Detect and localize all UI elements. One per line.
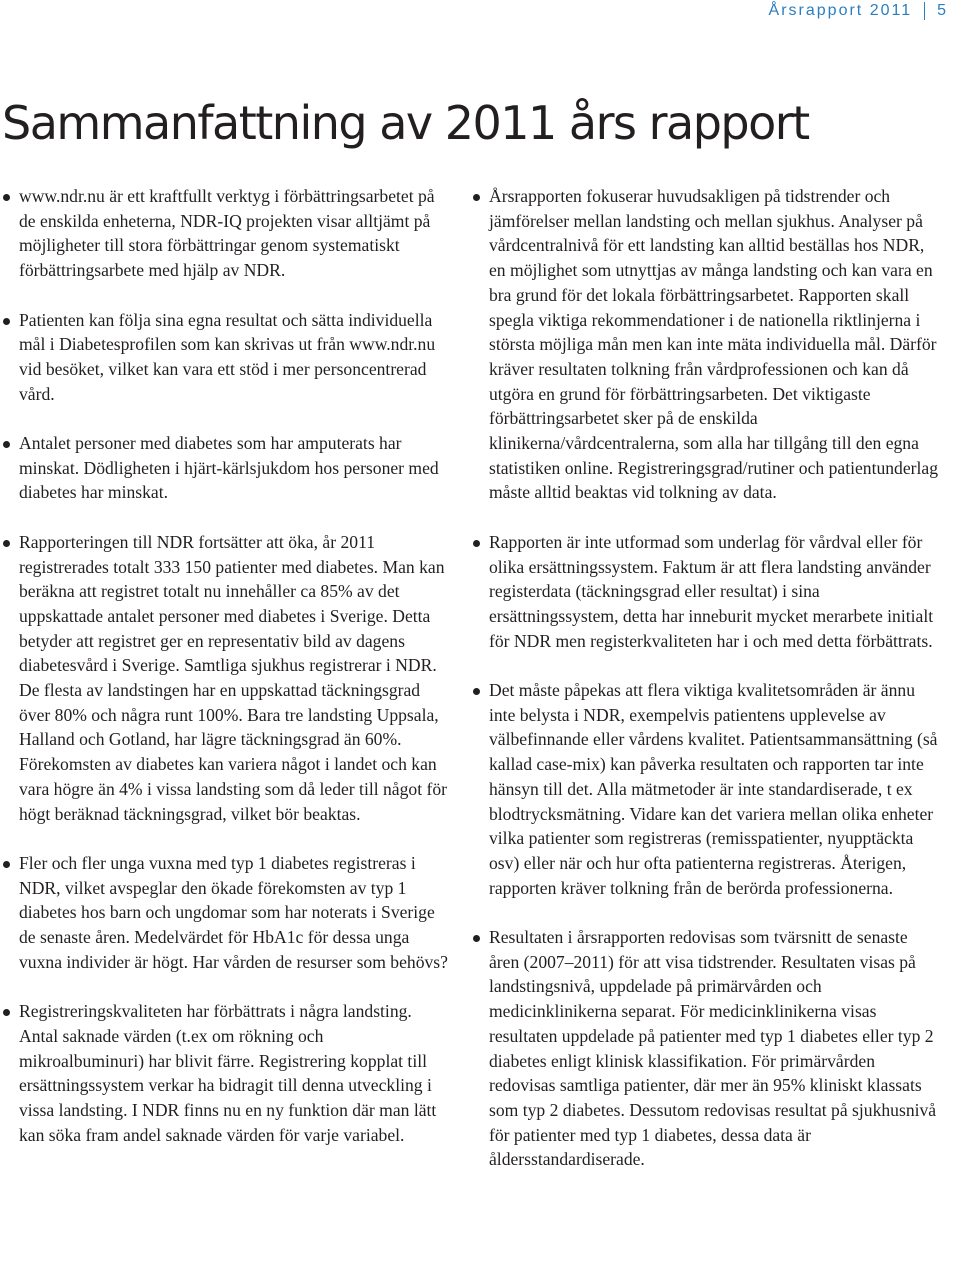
bullet-text: Fler och fler unga vuxna med typ 1 diabetes registreras i NDR, vilket avspeglar den ökade förekomsten av typ 1 diabetes hos barn och ungdomar som har noterats i Sverige de senaste åren. Medelvärdet för HbA1c för dessa unga vuxna individer är högt. Har vården de resurser som behövs? <box>19 852 448 972</box>
bullet-text: Patienten kan följa sina egna resultat och sätta individuella mål i Diabetesprofilen som kan skrivas ut från www.ndr.nu vid besöket, vilket kan vara ett stöd i mer personcentrerad vård. <box>19 309 436 404</box>
bullet-icon <box>3 318 10 325</box>
bullet-item <box>470 530 940 654</box>
bullet-item <box>0 999 452 1147</box>
bullet-icon <box>473 688 480 695</box>
bullet-item <box>0 431 452 505</box>
bullet-icon <box>473 540 480 547</box>
bullet-icon <box>3 441 10 448</box>
left-column <box>0 184 452 1172</box>
bullet-text: Resultaten i årsrapporten redovisas som tvärsnitt de senaste åren (2007–2011) för att visa tidstrender. Resultaten visas på landstingsnivå, uppdelade på primärvården och medicinklinikerna separat. För medicinklinikerna visas resultaten uppdelade på patienter med typ 1 diabetes eller typ 2 diabetes enligt klinisk klassifikation. För primärvården redovisas samtliga patienter, där mer än 95% kliniskt klassats som typ 2 diabetes. Dessutom redovisas resultat på sjukhusnivå för patienter med typ 1 diabetes, dessa data är åldersstandardiserade. <box>489 927 937 1170</box>
bullet-text: Antalet personer med diabetes som har amputerats har minskat. Dödligheten i hjärt-kärlsjukdom hos personer med diabetes har minskat. <box>19 433 439 503</box>
page-number: 5 <box>937 2 948 19</box>
bullet-text: Det måste påpekas att flera viktiga kvalitetsområden är ännu inte belysta i NDR, exempelvis patientens upplevelse av välbefinnande eller vårdens kvalitet. Patientsammansättning (så kallad case-mix) kan påverka resultaten och rapporten tar inte hänsyn till det. Alla mätmetoder är inte standardiserade, t ex blodtrycksmätning. Vidare kan det variera mellan olika enheter vilka patienter som registreras (remisspatienter, nyupptäckta osv) eller när och hur ofta patienterna registreras. Återigen, rapporten kräver tolkning från de berörda professionerna. <box>489 680 938 898</box>
bullet-icon <box>3 540 10 547</box>
bullet-icon <box>473 194 480 201</box>
bullet-item <box>0 851 452 975</box>
bullet-item <box>0 530 452 826</box>
bullet-text: Rapporten är inte utformad som underlag för vårdval eller för olika ersättningssystem. Faktum är att flera landsting använder registerdata (täckningsgrad eller resultat) i sina ersättningssystem, detta har inneburit mycket merarbete initialt för NDR men registerkvaliteten har i och med detta förbättrats. <box>489 531 934 651</box>
bullet-item <box>470 184 940 505</box>
bullet-icon <box>473 935 480 942</box>
right-column <box>470 184 940 1197</box>
header-divider <box>924 2 925 20</box>
bullet-text: www.ndr.nu är ett kraftfullt verktyg i förbättringsarbetet på de enskilda enheterna, NDR-IQ projekten visar alltjämt på möjligheter till stora förbättringar genom systematiskt förbättringsarbete med hjälp av NDR. <box>19 186 435 281</box>
bullet-text: Årsrapporten fokuserar huvudsakligen på tidstrender och jämförelser mellan landsting och mellan sjukhus. Analyser på vårdcentralnivå för ett landsting kan alltid beställas hos NDR, en möjlighet som utnyttjas av många landsting och kan vara en bra grund för det lokala förbättringsarbetet. Rapporten skall spegla viktiga rekommendationer i de nationella riktlinjerna i största möjliga mån men kan inte mäta individuella mål. Därför kräver resultaten tolkning från vårdprofessionen och kan då utgöra en grund för förbättringsarbeten. Det viktigaste förbättringsarbetet sker på de enskilda klinikerna/vårdcentralerna, som alla har tillgång till den egna statistiken online. Registreringsgrad/rutiner och patientunderlag måste alltid beaktas vid tolkning av data. <box>489 186 939 503</box>
page-header <box>769 2 948 20</box>
bullet-icon <box>3 194 10 201</box>
bullet-item <box>0 308 452 407</box>
bullet-icon <box>3 861 10 868</box>
bullet-text: Rapporteringen till NDR fortsätter att öka, år 2011 registrerades totalt 333 150 patienter med diabetes. Man kan beräkna att registret totalt nu innehåller ca 85% av det uppskattade antalet personer med diabetes i Sverige. Detta betyder att registret ger en representativ bild av dagens diabetesvård i Sverige. Samtliga sjukhus registrerar i NDR. De flesta av landstingen har en uppskattad täckningsgrad över 80% och några runt 100%. Bara tre landsting Uppsala, Halland och Gotland, har lägre täckningsgrad än 60%. Förekomsten av diabetes kan variera något i landet och kan vara högre än 4% i vissa landsting som då leder till något för högt beräknad täckningsgrad, vilket bör beaktas. <box>19 531 448 824</box>
bullet-item <box>0 184 452 283</box>
bullet-item <box>470 925 940 1172</box>
report-name: Årsrapport 2011 <box>768 2 913 19</box>
bullet-item <box>470 678 940 900</box>
bullet-icon <box>3 1009 10 1016</box>
bullet-text: Registreringskvaliteten har förbättrats i några landsting. Antal saknade värden (t.ex om rökning och mikroalbuminuri) har blivit färre. Registrering kopplat till ersättningssystem verkar ha bidragit till denna utveckling i vissa landsting. I NDR finns nu en ny funktion där man lätt kan söka fram andel saknade värden för varje variabel. <box>19 1001 437 1145</box>
page-title: Sammanfattning av 2011 års rapport <box>2 96 809 150</box>
